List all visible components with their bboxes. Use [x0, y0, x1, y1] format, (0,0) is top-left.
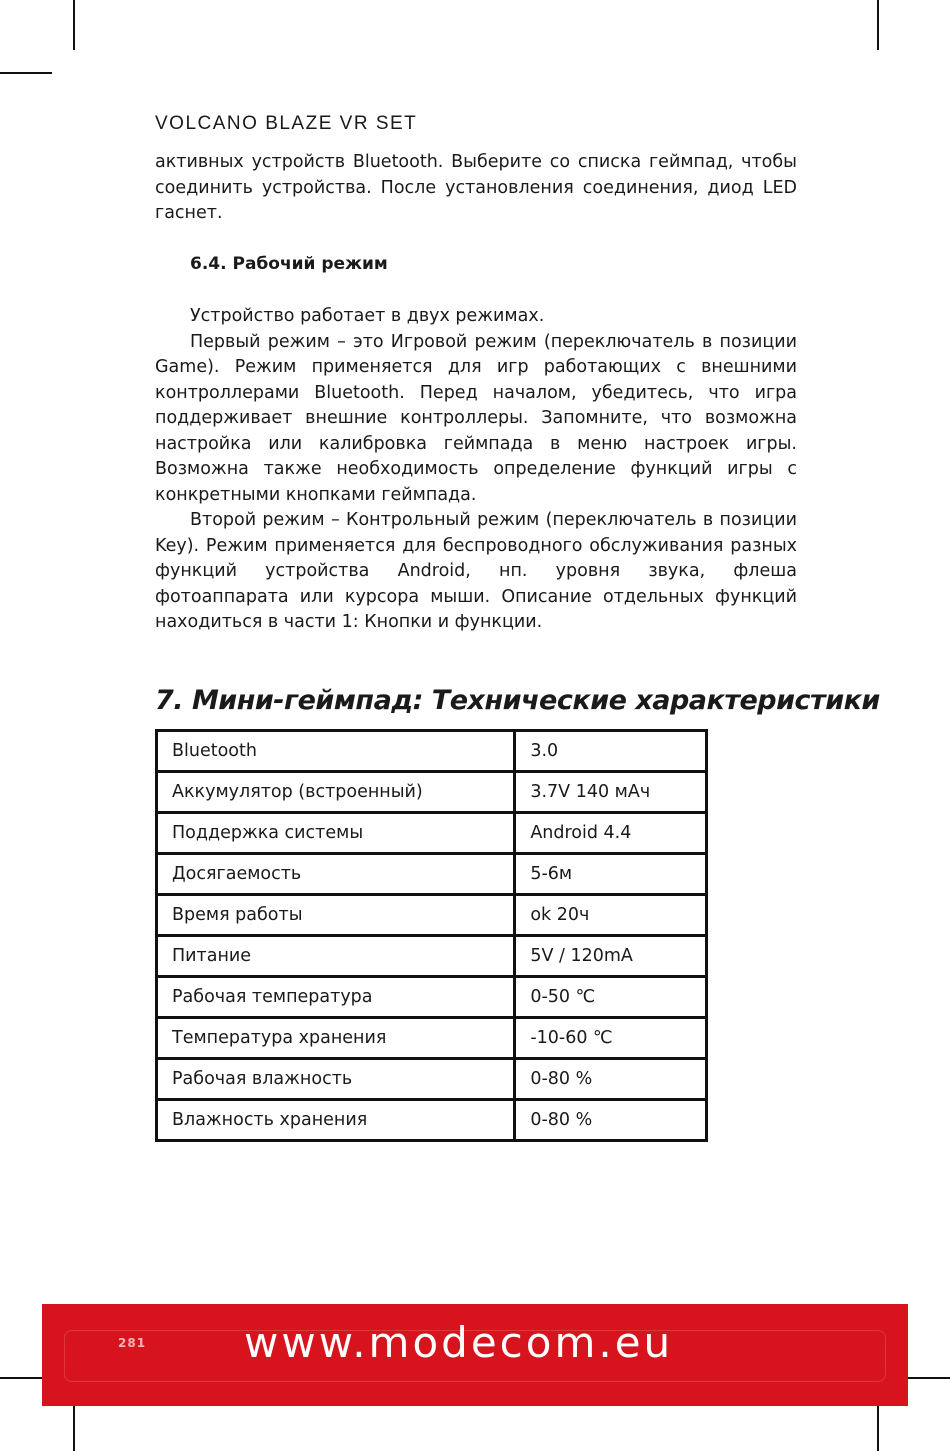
crop-mark [877, 1400, 879, 1451]
spec-label: Рабочая влажность [157, 1059, 515, 1100]
crop-mark [73, 0, 75, 50]
spec-value: -10-60 ℃ [515, 1018, 707, 1059]
table-row [157, 895, 707, 936]
table-row [157, 1059, 707, 1100]
paragraph-modes: Устройство работает в двух режимах. [190, 306, 545, 326]
table-row [157, 813, 707, 854]
table-row [157, 936, 707, 977]
page-number: 281 [118, 1336, 147, 1350]
table-row [157, 772, 707, 813]
crop-mark [877, 0, 879, 50]
footer-url: www.modecom.eu [244, 1318, 674, 1367]
crop-mark [73, 1400, 75, 1451]
paragraph-key-mode: Второй режим – Контрольный режим (переключатель в позиции Key). Режим применяется для беспроводного обслуживания разных функций устройства Android, нп. уровня звука, флеша фотоаппарата или курсора мыши. Описание отдельных функций находиться в части 1: Кнопки и функции. [155, 510, 797, 632]
table-row [157, 1100, 707, 1141]
spec-label: Досягаемость [157, 854, 515, 895]
spec-label: Bluetooth [157, 731, 515, 772]
spec-label: Температура хранения [157, 1018, 515, 1059]
spec-label: Время работы [157, 895, 515, 936]
table-row [157, 731, 707, 772]
specs-table [155, 729, 708, 1142]
paragraph-game-mode: Первый режим – это Игровой режим (переключатель в позиции Game). Режим применяется для игр работающих с внешними контроллерами Bluetooth. Перед началом, убедитесь, что игра поддерживает внешние контроллеры. Запомните, что возможна настройка или калибровка геймпада в меню настроек игры. Возможна также необходимость определение функций игры с конкретными кнопками геймпада. [155, 331, 797, 505]
spec-value: 3.7V 140 мАч [515, 772, 707, 813]
spec-label: Питание [157, 936, 515, 977]
spec-value: 0-80 % [515, 1100, 707, 1141]
running-header: VOLCANO BLAZE VR SET [155, 113, 418, 134]
intro-paragraph: активных устройств Bluetooth. Выберите со списка геймпад, чтобы соединить устройства. После установления соединения, диод LED гаснет. [155, 152, 797, 223]
table-row [157, 854, 707, 895]
spec-label: Рабочая температура [157, 977, 515, 1018]
table-row [157, 977, 707, 1018]
spec-value: ok 20ч [515, 895, 707, 936]
crop-mark [0, 72, 52, 74]
spec-value: 0-50 ℃ [515, 977, 707, 1018]
spec-value: 3.0 [515, 731, 707, 772]
section-heading-6-4: 6.4. Рабочий режим [190, 254, 388, 274]
spec-value: 0-80 % [515, 1059, 707, 1100]
spec-label: Влажность хранения [157, 1100, 515, 1141]
spec-value: 5V / 120mA [515, 936, 707, 977]
spec-value: 5-6м [515, 854, 707, 895]
spec-label: Аккумулятор (встроенный) [157, 772, 515, 813]
table-row [157, 1018, 707, 1059]
section-title-7: 7. Мини-геймпад: Технические характеристики [155, 685, 880, 716]
spec-label: Поддержка системы [157, 813, 515, 854]
spec-value: Android 4.4 [515, 813, 707, 854]
